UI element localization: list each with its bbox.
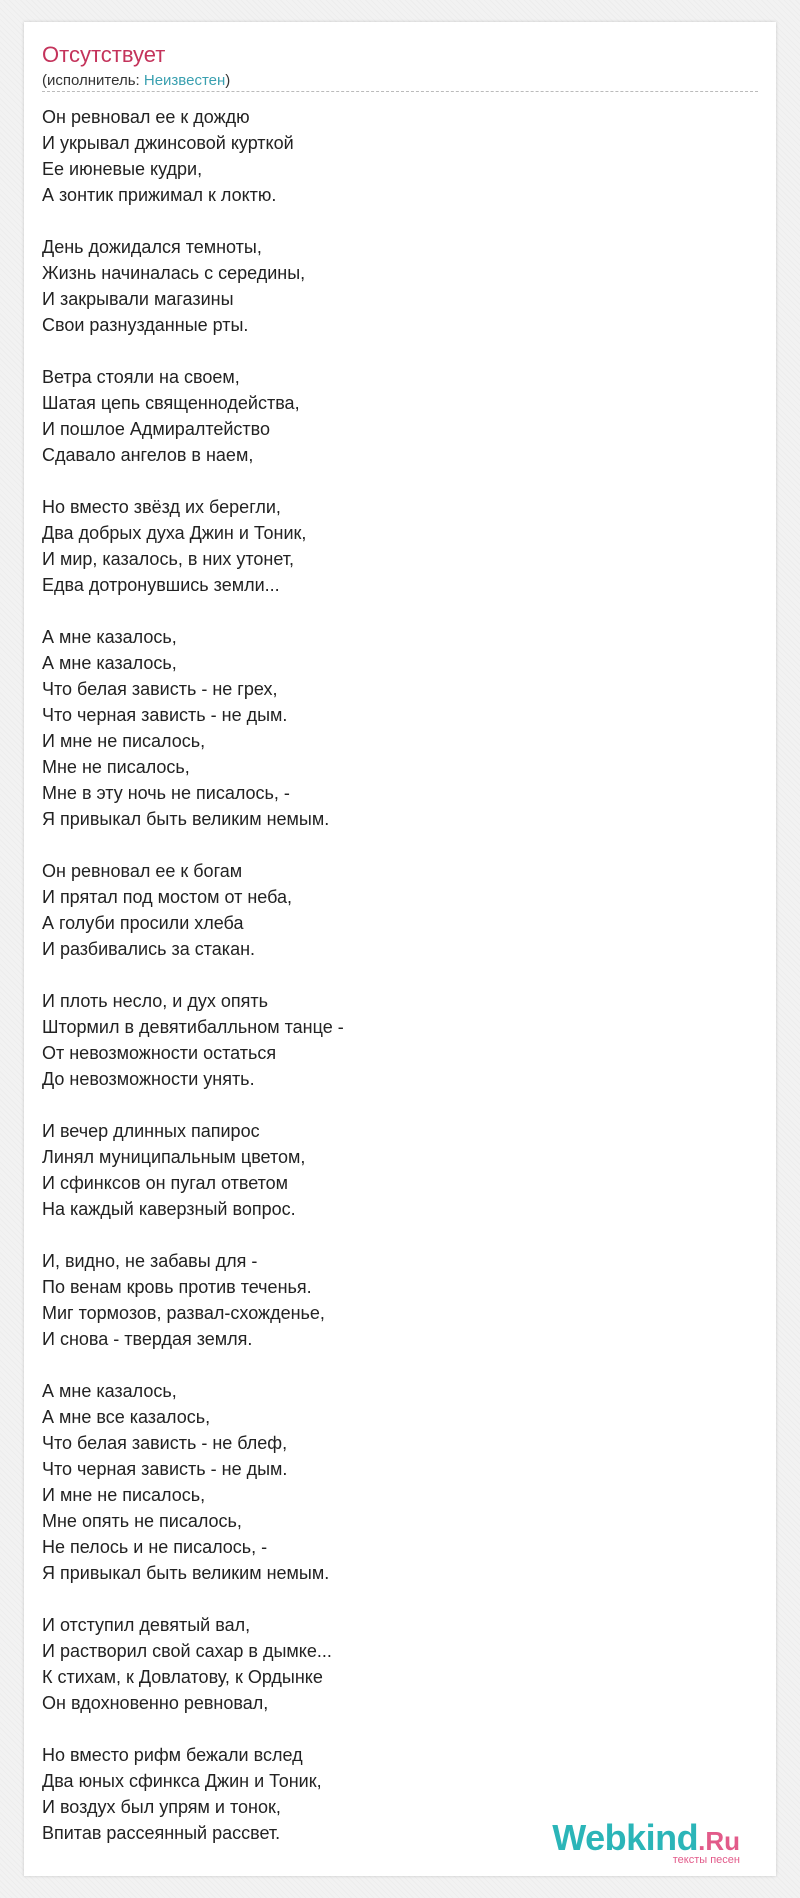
lyrics-line: Миг тормозов, развал-схожденье,: [42, 1303, 325, 1323]
logo-tagline: тексты песен: [672, 1854, 740, 1866]
lyrics-line: А мне все казалось,: [42, 1407, 211, 1427]
lyrics-line: И, видно, не забавы для -: [42, 1251, 258, 1271]
lyrics-stanza: [42, 858, 742, 962]
lyrics-stanza: [42, 1612, 742, 1716]
lyrics-line: Ветра стояли на своем,: [42, 367, 240, 387]
lyrics-line: Два добрых духа Джин и Тоник,: [42, 523, 307, 543]
lyrics-line: Шатая цепь священнодейства,: [42, 393, 300, 413]
lyrics-line: Мне в эту ночь не писалось, -: [42, 783, 290, 803]
artist-suffix: ): [225, 72, 231, 89]
lyrics-line: И пошлое Адмиралтейство: [42, 419, 271, 439]
lyrics-line: И закрывали магазины: [42, 289, 234, 309]
lyrics-line: Что белая зависть - не грех,: [42, 679, 278, 699]
lyrics-line: Жизнь начиналась с середины,: [42, 263, 306, 283]
lyrics-line: А мне казалось,: [42, 627, 177, 647]
lyrics-line: Что черная зависть - не дым.: [42, 1459, 288, 1479]
lyrics-line: И укрывал джинсовой курткой: [42, 133, 294, 153]
lyrics-line: На каждый каверзный вопрос.: [42, 1199, 296, 1219]
lyrics-line: И мир, казалось, в них утонет,: [42, 549, 295, 569]
lyrics-stanza: [42, 234, 742, 338]
lyrics-line: Впитав рассеянный рассвет.: [42, 1823, 281, 1843]
lyrics-line: И отступил девятый вал,: [42, 1615, 251, 1635]
lyrics-line: До невозможности унять.: [42, 1069, 255, 1089]
lyrics-line: И мне не писалось,: [42, 1485, 206, 1505]
lyrics-line: Сдавало ангелов в наем,: [42, 445, 254, 465]
artist-link[interactable]: Неизвестен: [143, 72, 226, 89]
lyrics-line: Он вдохновенно ревновал,: [42, 1693, 269, 1713]
lyrics-stanza: [42, 624, 742, 832]
lyrics-line: Но вместо рифм бежали вслед: [42, 1745, 303, 1765]
lyrics-stanza: [42, 1378, 742, 1586]
lyrics-line: Ее июневые кудри,: [42, 159, 203, 179]
lyrics-line: И вечер длинных папирос: [42, 1121, 260, 1141]
lyrics-line: И растворил свой сахар в дымке...: [42, 1641, 332, 1661]
lyrics-line: А зонтик прижимал к локтю.: [42, 185, 277, 205]
site-logo[interactable]: [552, 1817, 740, 1866]
lyrics-line: А мне казалось,: [42, 1381, 177, 1401]
lyrics-line: А мне казалось,: [42, 653, 177, 673]
lyrics-line: И мне не писалось,: [42, 731, 206, 751]
lyrics-line: По венам кровь против теченья.: [42, 1277, 312, 1297]
lyrics-line: Едва дотронувшись земли...: [42, 575, 280, 595]
lyrics-stanza: [42, 494, 742, 598]
lyrics-line: Но вместо звёзд их берегли,: [42, 497, 281, 517]
lyrics-line: Линял муниципальным цветом,: [42, 1147, 306, 1167]
song-title: Отсутствует: [42, 42, 166, 67]
lyrics-line: И плоть несло, и дух опять: [42, 991, 268, 1011]
lyrics-line: Не пелось и не писалось, -: [42, 1537, 268, 1557]
lyrics-line: Что черная зависть - не дым.: [42, 705, 288, 725]
lyrics-line: Свои разнузданные рты.: [42, 315, 249, 335]
lyrics-line: Я привыкал быть великим немым.: [42, 1563, 330, 1583]
lyrics-stanza: [42, 988, 742, 1092]
lyrics-line: А голуби просили хлеба: [42, 913, 244, 933]
logo-domain-suffix: .Ru: [698, 1826, 740, 1856]
lyrics-stanza: [42, 1118, 742, 1222]
lyrics-line: Мне не писалось,: [42, 757, 190, 777]
lyrics-stanza: [42, 104, 742, 208]
lyrics-line: И снова - твердая земля.: [42, 1329, 253, 1349]
logo-main-text: Webkind: [552, 1817, 699, 1858]
lyrics-line: Он ревновал ее к дождю: [42, 107, 250, 127]
lyrics-line: Я привыкал быть великим немым.: [42, 809, 330, 829]
artist-line: [42, 72, 230, 90]
artist-prefix: (исполнитель:: [42, 72, 144, 89]
lyrics-stanza: [42, 1248, 742, 1352]
lyrics-line: И прятал под мостом от неба,: [42, 887, 292, 907]
lyrics-line: И воздух был упрям и тонок,: [42, 1797, 281, 1817]
lyrics-line: День дожидался темноты,: [42, 237, 262, 257]
lyrics-line: Два юных сфинкса Джин и Тоник,: [42, 1771, 322, 1791]
lyrics-stanza: [42, 364, 742, 468]
lyrics-line: Что белая зависть - не блеф,: [42, 1433, 288, 1453]
lyrics-line: От невозможности остаться: [42, 1043, 277, 1063]
lyrics-line: Мне опять не писалось,: [42, 1511, 242, 1531]
lyrics-body: [42, 104, 742, 1872]
lyrics-line: Он ревновал ее к богам: [42, 861, 243, 881]
title-divider: [42, 91, 758, 92]
lyrics-line: К стихам, к Довлатову, к Ордынке: [42, 1667, 323, 1687]
lyrics-line: И сфинксов он пугал ответом: [42, 1173, 289, 1193]
lyrics-card: [24, 22, 776, 1876]
lyrics-line: И разбивались за стакан.: [42, 939, 256, 959]
lyrics-line: Штормил в девятибалльном танце -: [42, 1017, 344, 1037]
